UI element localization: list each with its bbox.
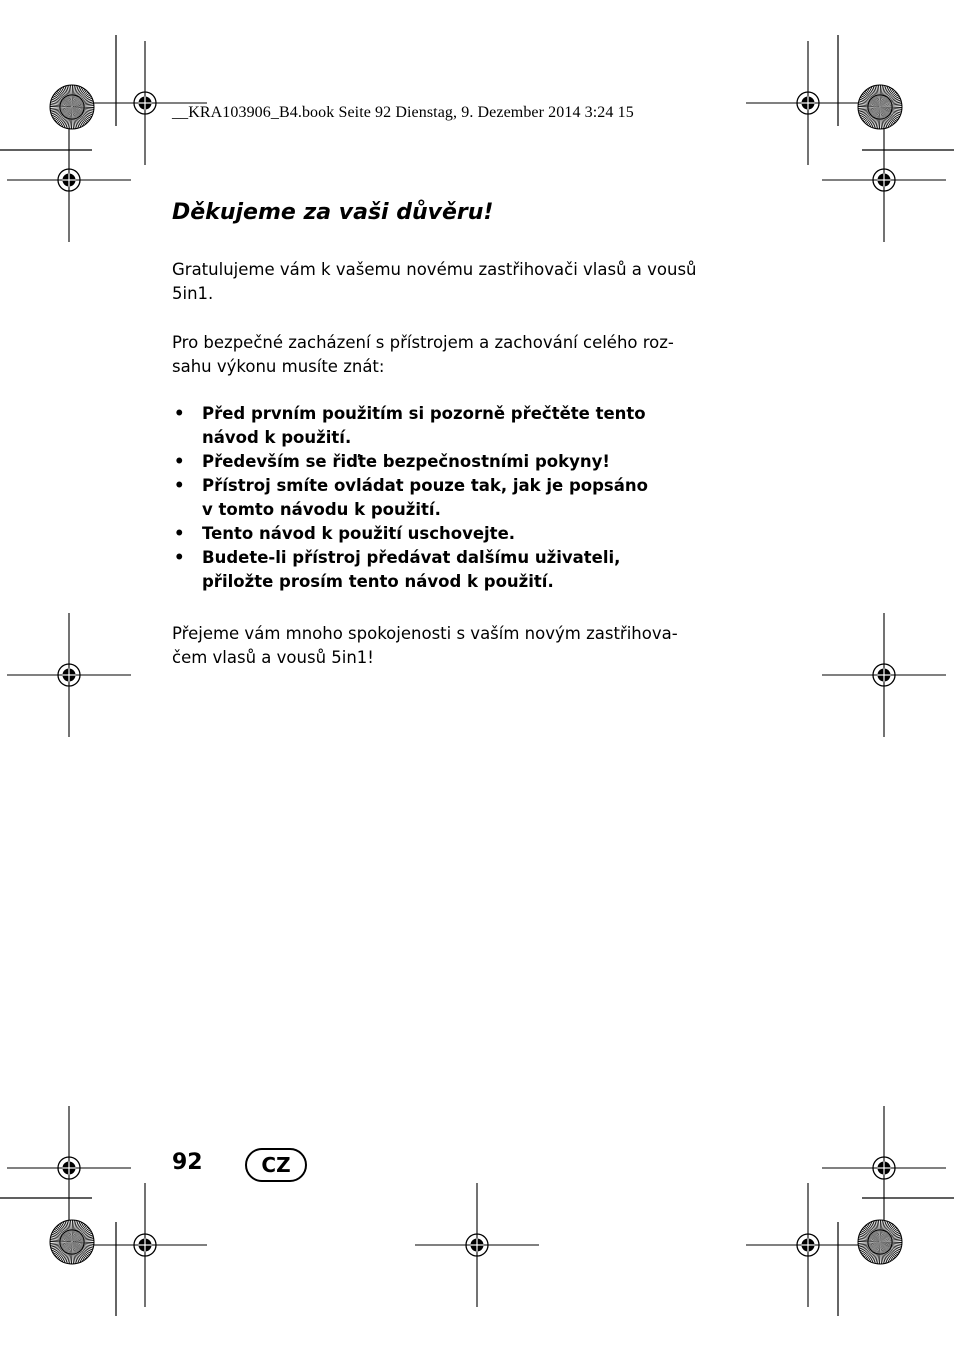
list-item-line: Přístroj smíte ovládat pouze tak, jak je popsáno bbox=[202, 476, 648, 495]
registration-mark-icon bbox=[822, 118, 946, 242]
list-item-line: v tomto návodu k použití. bbox=[202, 500, 441, 519]
registration-mark-icon bbox=[822, 613, 946, 737]
list-item-line: návod k použití. bbox=[202, 428, 352, 447]
registration-mark-icon bbox=[7, 613, 131, 737]
list-item bbox=[172, 522, 648, 546]
intro-line: Gratulujeme vám k vašemu novému zastřihovači vlasů a vousů bbox=[172, 260, 697, 279]
list-item bbox=[172, 450, 648, 474]
bullet-icon: • bbox=[174, 452, 185, 471]
closing-line: Přejeme vám mnoho spokojenosti s vaším novým zastřihova- bbox=[172, 624, 678, 643]
safety-intro-line: sahu výkonu musíte znát: bbox=[172, 357, 385, 376]
closing-line: čem vlasů a vousů 5in1! bbox=[172, 648, 374, 667]
page-title: Děkujeme za vaši důvěru! bbox=[172, 200, 494, 225]
bullet-icon: • bbox=[174, 476, 185, 495]
starburst-target-icon bbox=[50, 1220, 94, 1264]
list-item bbox=[172, 474, 648, 522]
registration-mark-icon bbox=[7, 1106, 131, 1230]
starburst-target-icon bbox=[858, 1220, 902, 1264]
bullet-icon: • bbox=[174, 524, 185, 543]
bullet-icon: • bbox=[174, 548, 185, 567]
list-item-line: Před prvním použitím si pozorně přečtěte tento bbox=[202, 404, 646, 423]
list-item-line: Tento návod k použití uschovejte. bbox=[202, 524, 516, 543]
safety-bullet-list bbox=[172, 402, 648, 594]
page-number: 92 bbox=[172, 1150, 203, 1175]
intro-line: 5in1. bbox=[172, 284, 214, 303]
list-item-line: přiložte prosím tento návod k použití. bbox=[202, 572, 554, 591]
registration-mark-icon bbox=[822, 1106, 946, 1230]
starburst-target-icon bbox=[50, 85, 94, 129]
registration-mark-icon bbox=[415, 1183, 539, 1307]
safety-intro-paragraph bbox=[172, 331, 732, 379]
language-badge: CZ bbox=[245, 1148, 307, 1182]
registration-mark-icon bbox=[746, 1183, 870, 1307]
registration-mark-icon bbox=[83, 41, 207, 165]
list-item-line: Především se řiďte bezpečnostními pokyny! bbox=[202, 452, 610, 471]
registration-mark-icon bbox=[7, 118, 131, 242]
intro-paragraph bbox=[172, 258, 732, 306]
book-file-info: __KRA103906_B4.book Seite 92 Dienstag, 9. Dezember 2014 3:24 15 bbox=[172, 104, 634, 121]
starburst-target-icon bbox=[858, 85, 902, 129]
registration-mark-icon bbox=[83, 1183, 207, 1307]
list-item bbox=[172, 546, 648, 594]
bullet-icon: • bbox=[174, 404, 185, 423]
safety-intro-line: Pro bezpečné zacházení s přístrojem a zachování celého roz- bbox=[172, 333, 674, 352]
list-item bbox=[172, 402, 648, 450]
list-item-line: Budete-li přístroj předávat dalšímu uživateli, bbox=[202, 548, 621, 567]
registration-mark-icon bbox=[746, 41, 870, 165]
closing-paragraph bbox=[172, 622, 732, 670]
